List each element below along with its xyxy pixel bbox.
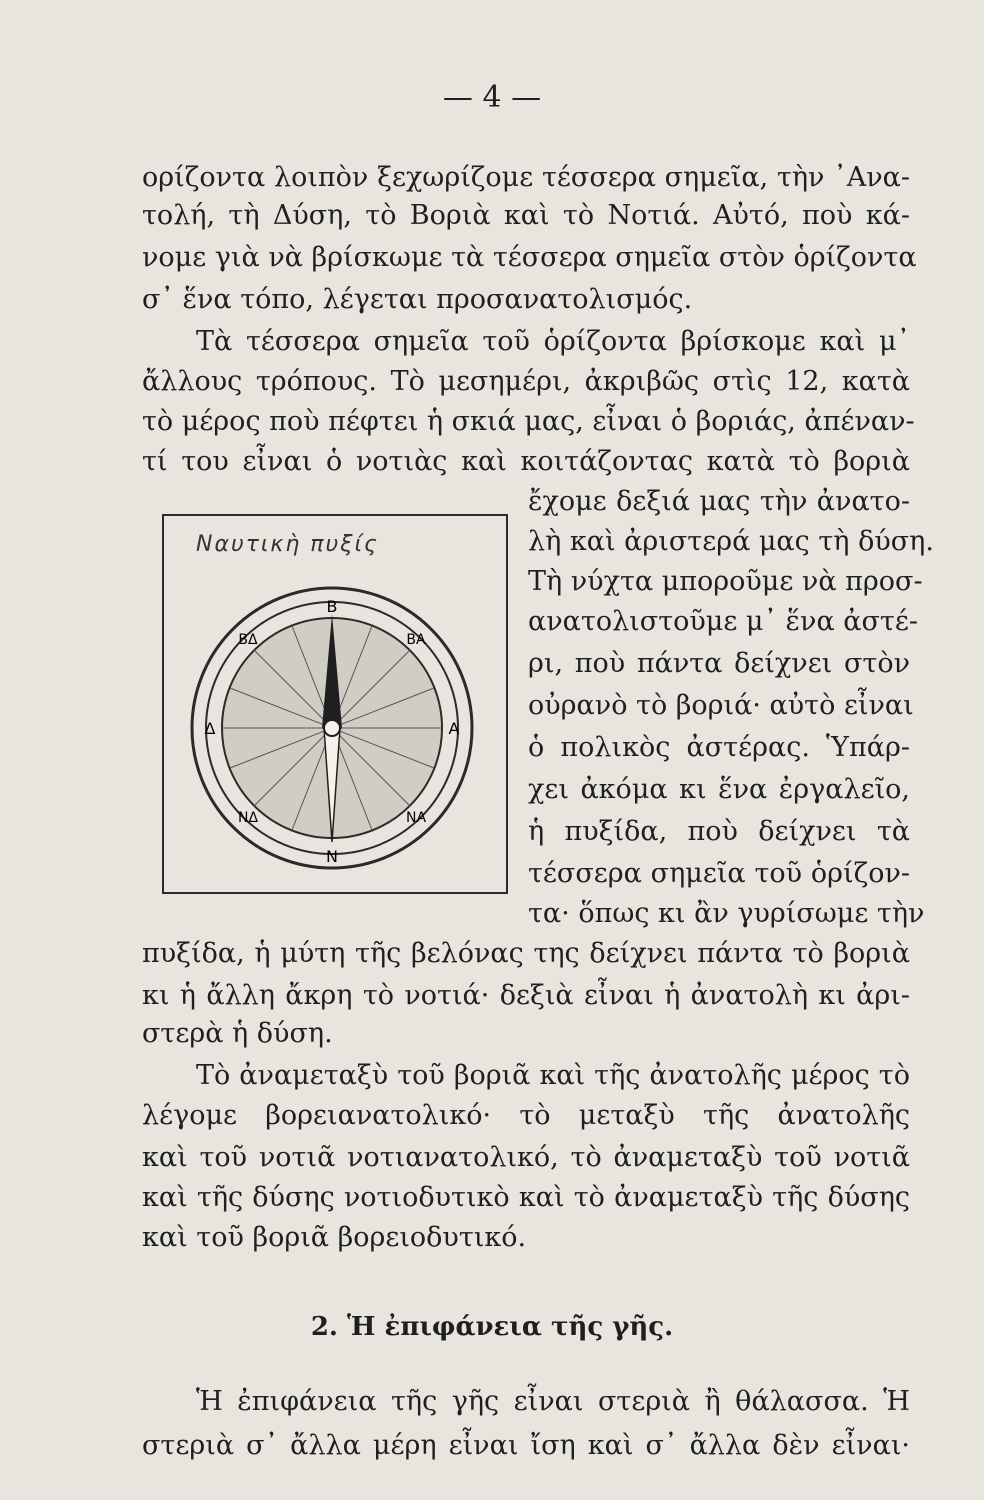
section-heading: 2. Ἡ ἐπιφάνεια τῆς γῆς. <box>310 1312 674 1342</box>
text-line: ἄλλους τρόπους. Τὸ μεσημέρι, ἀκριβῶς στὶς 12, κατὰ <box>142 366 910 397</box>
column-line: ὁ πολικὸς ἀστέρας. Ὑπάρ- <box>528 732 910 763</box>
column-line: Τὴ νύχτα μποροῦμε νὰ προσ- <box>528 566 923 597</box>
label-west: Δ <box>204 719 216 738</box>
page-number: — 4 — <box>442 80 542 115</box>
text-line: Ἡ ἐπιφάνεια τῆς γῆς εἶναι στεριὰ ἢ θάλασσα. Ἡ <box>196 1386 910 1417</box>
column-line: ρι, ποὺ πάντα δείχνει στὸν <box>528 648 910 679</box>
text-line: τὸ μέρος ποὺ πέφτει ἡ σκιά μας, εἶναι ὁ βοριάς, ἀπέναν- <box>142 406 915 437</box>
column-line: ἔχομε δεξιά μας τὴν ἀνατο- <box>528 486 910 517</box>
text-line: τολή, τὴ Δύση, τὸ Βοριὰ καὶ τὸ Νοτιά. Αὐτό, ποὺ κά- <box>142 200 910 231</box>
column-line: λὴ καὶ ἀριστερά μας τὴ δύση. <box>528 526 934 557</box>
text-line: Τὸ ἀναμεταξὺ τοῦ βοριᾶ καὶ τῆς ἀνατολῆς μέρος τὸ <box>196 1060 910 1091</box>
label-northwest: ΒΔ <box>238 632 258 648</box>
column-line: τέσσερα σημεῖα τοῦ ὁρίζον- <box>528 858 910 889</box>
label-southeast: ΝΑ <box>405 810 427 826</box>
text-line: κι ἡ ἄλλη ἄκρη τὸ νοτιά· δεξιὰ εἶναι ἡ ἀνατολὴ κι ἀρι- <box>142 980 910 1011</box>
label-north: Β <box>326 597 338 616</box>
column-line: οὐρανὸ τὸ βοριά· αὐτὸ εἶναι <box>528 690 914 721</box>
column-line: τα· ὅπως κι ἂν γυρίσωμε τὴν <box>528 898 925 929</box>
text-line: ορίζοντα λοιπὸν ξεχωρίζομε τέσσερα σημεῖα, τὴν ᾿Ανα- <box>142 162 910 193</box>
compass-figure <box>162 514 508 894</box>
compass-icon <box>164 560 506 890</box>
text-line: πυξίδα, ἡ μύτη τῆς βελόνας της δείχνει πάντα τὸ βοριὰ <box>142 938 910 969</box>
column-line: ανατολιστοῦμε μ᾿ ἕνα ἀστέ- <box>528 606 918 637</box>
text-line: νομε γιὰ νὰ βρίσκωμε τὰ τέσσερα σημεῖα στὸν ὁρίζοντα <box>142 242 917 273</box>
text-line: σ᾿ ἕνα τόπο, λέγεται προσανατολισμός. <box>142 284 693 315</box>
text-line: τί του εἶναι ὁ νοτιὰς καὶ κοιτάζοντας κατὰ τὸ βοριὰ <box>142 446 910 477</box>
text-line: καὶ τοῦ βοριᾶ βορειοδυτικό. <box>142 1222 527 1253</box>
label-east: Α <box>448 719 460 738</box>
label-southwest: ΝΔ <box>237 810 259 826</box>
column-line: ἡ πυξίδα, ποὺ δείχνει τὰ <box>528 816 910 847</box>
figure-caption: Ναυτικὴ πυξίς <box>196 532 379 557</box>
text-line: λέγομε βορειανατολικό· τὸ μεταξὺ τῆς ἀνατολῆς <box>142 1100 910 1131</box>
label-south: Ν <box>326 847 338 866</box>
text-line: στεριὰ σ᾿ ἄλλα μέρη εἶναι ἴση καὶ σ᾿ ἄλλα δὲν εἶναι· <box>142 1430 910 1461</box>
label-northeast: ΒΑ <box>406 632 426 648</box>
text-line: καὶ τοῦ νοτιᾶ νοτιανατολικό, τὸ ἀναμεταξὺ τοῦ νοτιᾶ <box>142 1142 910 1173</box>
text-line: καὶ τῆς δύσης νοτιοδυτικὸ καὶ τὸ ἀναμεταξὺ τῆς δύσης <box>142 1182 910 1213</box>
text-line: Τὰ τέσσερα σημεῖα τοῦ ὁρίζοντα βρίσκομε καὶ μ᾿ <box>196 326 910 357</box>
column-line: χει ἀκόμα κι ἕνα ἐργαλεῖο, <box>528 774 910 805</box>
text-line: στερὰ ἡ δύση. <box>142 1018 333 1049</box>
